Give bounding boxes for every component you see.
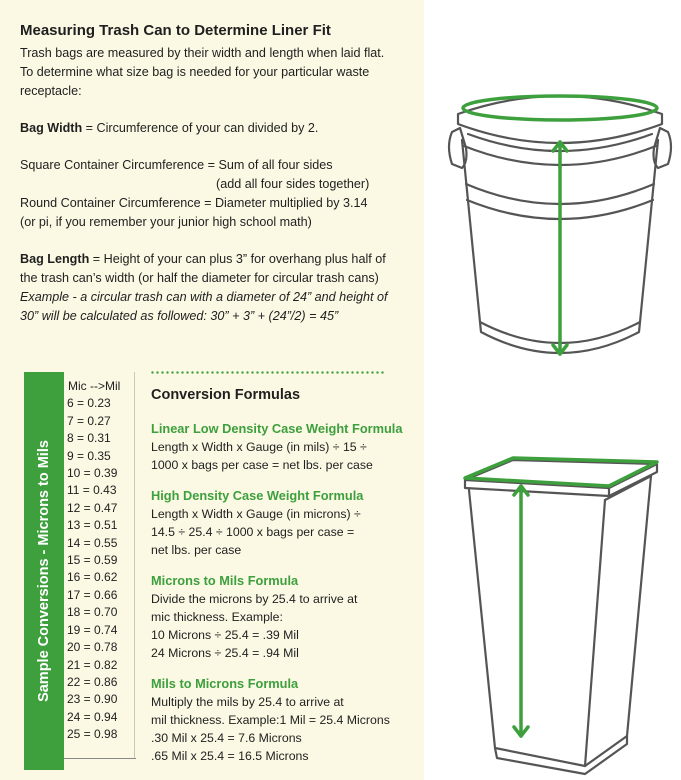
conversion-formulas	[151, 386, 413, 765]
square-circumference-line: Square Container Circumference = Sum of all four sides	[20, 158, 333, 172]
formula-heading: Linear Low Density Case Weight Formula	[151, 421, 403, 436]
formula-line: Length x Width x Gauge (in microns) ÷	[151, 507, 361, 521]
measuring-section	[20, 22, 412, 326]
conversion-row: 8 = 0.31	[67, 431, 111, 446]
conversion-row: 16 = 0.62	[67, 570, 118, 585]
formula-block	[151, 675, 413, 765]
conversion-row: 24 = 0.94	[67, 709, 118, 724]
dotted-divider	[150, 371, 384, 374]
formula-line: 14.5 ÷ 25.4 ÷ 1000 x bags per case =	[151, 525, 355, 539]
example-line: 30” will be calculated as followed: 30” + 3” + (24”/2) = 45”	[20, 309, 339, 323]
bag-width-definition	[20, 119, 412, 138]
conversion-row: 23 = 0.90	[67, 692, 118, 707]
conversion-row: 21 = 0.82	[67, 657, 118, 672]
conversion-row: 13 = 0.51	[67, 518, 118, 533]
conversion-row: 9 = 0.35	[67, 448, 111, 463]
conversion-row: 14 = 0.55	[67, 535, 118, 550]
formula-line: mil thickness. Example:1 Mil = 25.4 Microns	[151, 713, 390, 727]
conversion-row: 15 = 0.59	[67, 553, 118, 568]
bag-length-text-cont: the trash can’s width (or half the diameter for circular trash cans)	[20, 271, 379, 285]
formula-block	[151, 572, 413, 662]
table-divider	[134, 372, 135, 759]
conversion-row: 17 = 0.66	[67, 587, 118, 602]
bag-length-definition	[20, 250, 412, 269]
formula-line: 24 Microns ÷ 25.4 = .94 Mil	[151, 646, 299, 660]
example-line: Example - a circular trash can with a diameter of 24” and height of	[20, 290, 388, 304]
conversion-row: 22 = 0.86	[67, 674, 118, 689]
round-circumference-note: (or pi, if you remember your junior high school math)	[20, 215, 312, 229]
conversion-side-bar	[24, 372, 64, 770]
conversion-row: 12 = 0.47	[67, 500, 118, 515]
formula-heading: Microns to Mils Formula	[151, 573, 299, 588]
conversion-row: 7 = 0.27	[67, 413, 111, 428]
formula-block	[151, 420, 413, 474]
formula-block	[151, 487, 413, 559]
square-trash-can-icon	[455, 448, 670, 778]
formula-line: net lbs. per case	[151, 543, 242, 557]
formula-line: Multiply the mils by 25.4 to arrive at	[151, 695, 344, 709]
conversion-table-header: Mic -->Mil	[68, 379, 121, 393]
formula-line: 1000 x bags per case = net lbs. per case	[151, 458, 373, 472]
table-bottom-rule	[64, 758, 136, 759]
conversion-row: 11 = 0.43	[67, 483, 117, 498]
conversion-row: 6 = 0.23	[67, 396, 111, 411]
measuring-title: Measuring Trash Can to Determine Liner Fit	[20, 22, 331, 39]
intro-line: Trash bags are measured by their width and length when laid flat.	[20, 46, 385, 60]
conversion-row: 18 = 0.70	[67, 605, 118, 620]
conversion-side-label: Sample Conversions - Microns to Mils	[36, 440, 52, 702]
intro-line: To determine what size bag is needed for your particular waste	[20, 65, 370, 79]
conversion-row: 20 = 0.78	[67, 640, 118, 655]
formula-line: .65 Mil x 25.4 = 16.5 Microns	[151, 749, 309, 763]
intro-line: receptacle:	[20, 84, 82, 98]
formula-line: mic thickness. Example:	[151, 610, 283, 624]
formula-line: Length x Width x Gauge (in mils) ÷ 15 ÷	[151, 440, 367, 454]
conversion-row: 25 = 0.98	[67, 727, 118, 742]
formula-line: 10 Microns ÷ 25.4 = .39 Mil	[151, 628, 299, 642]
square-circumference-note: (add all four sides together)	[216, 177, 370, 191]
round-trash-can-icon	[440, 84, 680, 374]
formula-heading: High Density Case Weight Formula	[151, 488, 364, 503]
bag-width-text: = Circumference of your can divided by 2.	[82, 121, 319, 135]
conversion-row: 19 = 0.74	[67, 622, 118, 637]
conversion-table	[64, 378, 134, 744]
bag-length-text: = Height of your can plus 3” for overhang plus half of	[89, 252, 386, 266]
formulas-title: Conversion Formulas	[151, 387, 301, 403]
bag-length-label: Bag Length	[20, 252, 90, 266]
formula-heading: Mils to Microns Formula	[151, 676, 299, 691]
formula-line: .30 Mil x 25.4 = 7.6 Microns	[151, 731, 302, 745]
round-circumference-line: Round Container Circumference = Diameter multiplied by 3.14	[20, 196, 368, 210]
conversion-row: 10 = 0.39	[67, 466, 118, 481]
formula-line: Divide the microns by 25.4 to arrive at	[151, 592, 358, 606]
bag-width-label: Bag Width	[20, 121, 83, 135]
